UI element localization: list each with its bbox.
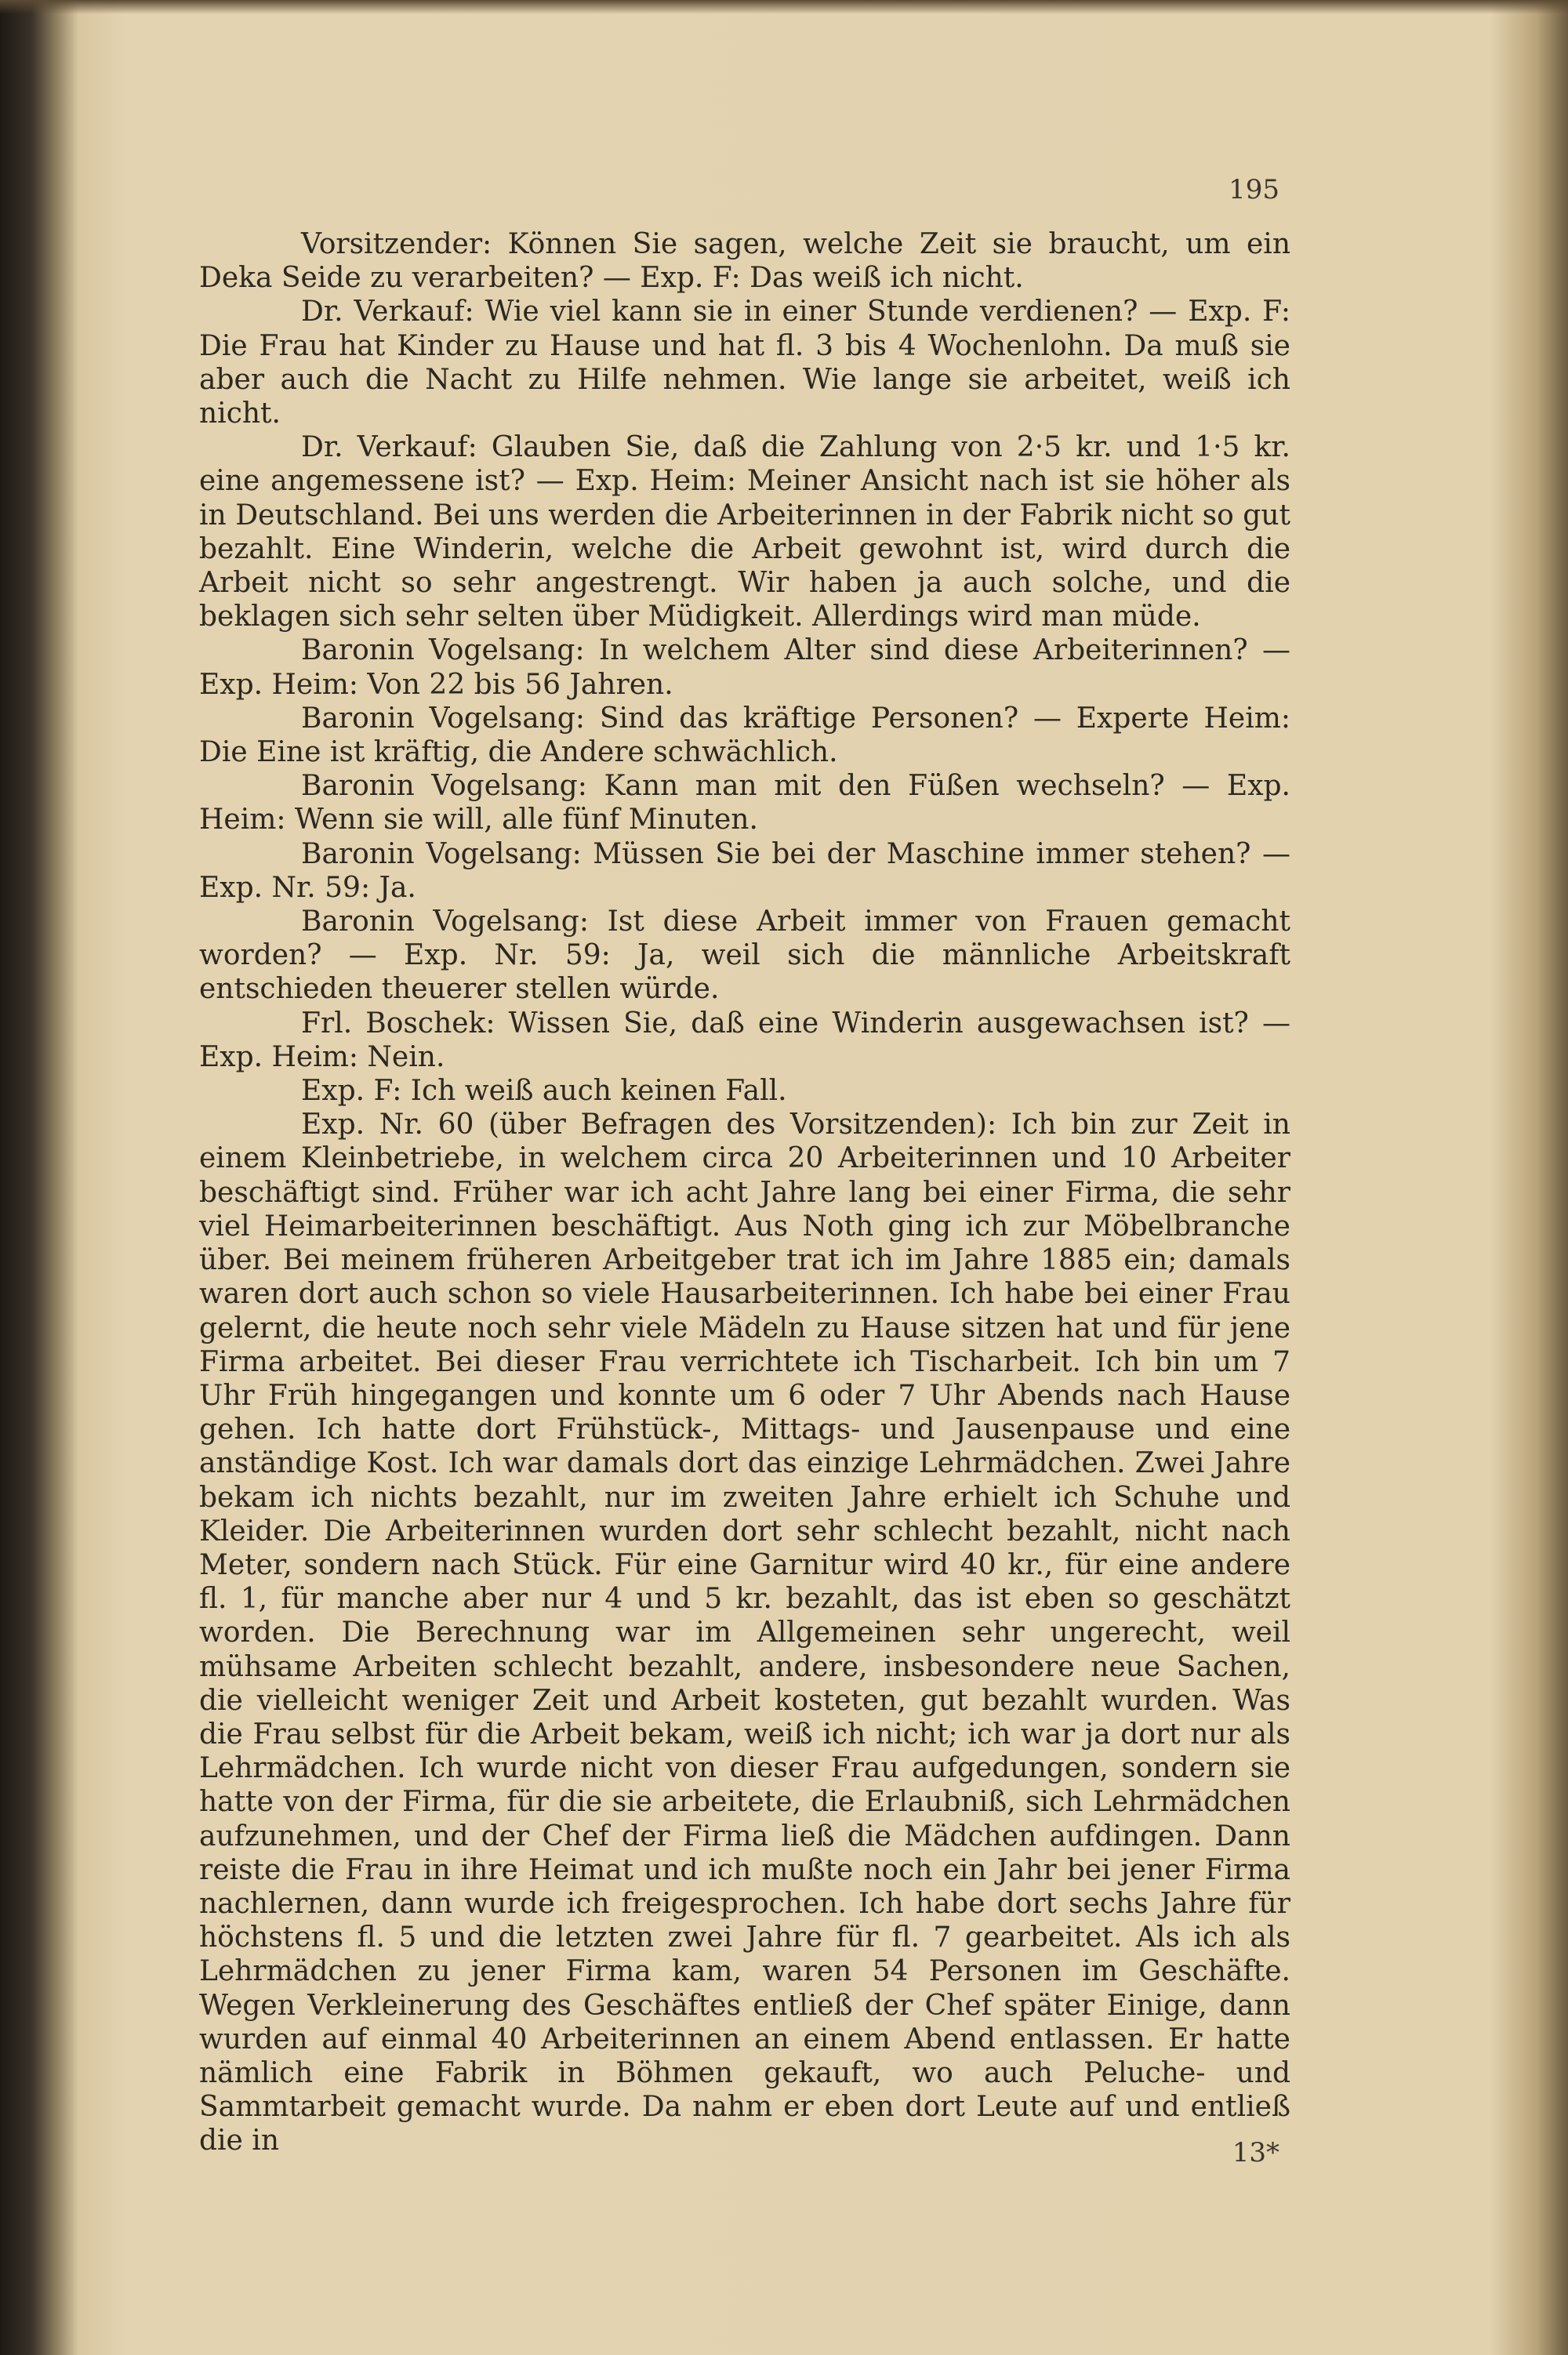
page-number: 195 xyxy=(1229,174,1279,205)
paragraph-8: Baronin Vogelsang: Ist diese Arbeit immer von Frauen gemacht worden? — Exp. Nr. 59: Ja, weil sich die männliche Arbeitskraft entschieden theuerer stellen würde. xyxy=(199,905,1290,1006)
paragraph-4: Baronin Vogelsang: In welchem Alter sind diese Arbeiterinnen? — Exp. Heim: Von 22 bis 56 Jahren. xyxy=(199,634,1290,701)
paragraph-3: Dr. Verkauf: Glauben Sie, daß die Zahlung von 2·5 kr. und 1·5 kr. eine angemessene ist? — Exp. Heim: Meiner Ansicht nach ist sie höher als in Deutschland. Bei uns werden die Arbeiterinnen in der Fabrik nicht so gut bezahlt. Eine Winderin, welche die Arbeit gewohnt ist, wird durch die Arbeit nicht so sehr angestrengt. Wir haben ja auch solche, und die beklagen sich sehr selten über Müdigkeit. Allerdings wird man müde. xyxy=(199,431,1290,633)
paragraph-9: Frl. Boschek: Wissen Sie, daß eine Winderin ausgewachsen ist? — Exp. Heim: Nein. xyxy=(199,1007,1290,1073)
body-text xyxy=(199,227,1290,2158)
paragraph-5: Baronin Vogelsang: Sind das kräftige Personen? — Experte Heim: Die Eine ist kräftig, die Andere schwächlich. xyxy=(199,702,1290,769)
signature-mark: 13* xyxy=(1232,2137,1279,2168)
page-top-edge xyxy=(0,0,1568,14)
paragraph-10: Exp. F: Ich weiß auch keinen Fall. xyxy=(301,1075,787,1108)
paragraph-11: Exp. Nr. 60 (über Befragen des Vorsitzenden): Ich bin zur Zeit in einem Kleinbetriebe, in welchem circa 20 Arbeiterinnen und 10 Arbeiter beschäftigt sind. Früher war ich acht Jahre lang bei einer Firma, die sehr viel Heimarbeiterinnen beschäftigt. Aus Noth ging ich zur Möbelbranche über. Bei meinem früheren Arbeitgeber trat ich im Jahre 1885 ein; damals waren dort auch schon so viele Hausarbeiterinnen. Ich habe bei einer Frau gelernt, die heute noch sehr viele Mädeln zu Hause sitzen hat und für jene Firma arbeitet. Bei dieser Frau verrichtete ich Tischarbeit. Ich bin um 7 Uhr Früh hingegangen und konnte um 6 oder 7 Uhr Abends nach Hause gehen. Ich hatte dort Frühstück-, Mittags- und Jausenpause und eine anständige Kost. Ich war damals dort das einzige Lehrmädchen. Zwei Jahre bekam ich nichts bezahlt, nur im zweiten Jahre erhielt ich Schuhe und Kleider. Die Arbeiterinnen wurden dort sehr schlecht bezahlt, nicht nach Meter, sondern nach Stück. Für eine Garnitur wird 40 kr., für eine andere fl. 1, für manche aber nur 4 und 5 kr. bezahlt, das ist eben so geschätzt worden. Die Berechnung war im Allgemeinen sehr ungerecht, weil mühsame Arbeiten schlecht bezahlt, andere, insbesondere neue Sachen, die vielleicht weniger Zeit und Arbeit kosteten, gut bezahlt wurden. Was die Frau selbst für die Arbeit bekam, weiß ich nicht; ich war ja dort nur als Lehrmädchen. Ich wurde nicht von dieser Frau aufgedungen, sondern sie hatte von der Firma, für die sie arbeitete, die Erlaubniß, sich Lehrmädchen aufzunehmen, und der Chef der Firma ließ die Mädchen aufdingen. Dann reiste die Frau in ihre Heimat und ich mußte noch ein Jahr bei jener Firma nachlernen, dann wurde ich freigesprochen. Ich habe dort sechs Jahre für höchstens fl. 5 und die letzten zwei Jahre für fl. 7 gearbeitet. Als ich als Lehrmädchen zu jener Firma kam, waren 54 Personen im Geschäfte. Wegen Verkleinerung des Geschäftes entließ der Chef später Einige, dann wurden auf einmal 40 Arbeiterinnen an einem Abend entlassen. Er hatte nämlich eine Fabrik in Böhmen gekauft, wo auch Peluche- und Sammtarbeit gemacht wurde. Da nahm er eben dort Leute auf und entließ die in xyxy=(199,1109,1290,2157)
paragraph-7: Baronin Vogelsang: Müssen Sie bei der Maschine immer stehen? — Exp. Nr. 59: Ja. xyxy=(199,837,1290,904)
paragraph-6: Baronin Vogelsang: Kann man mit den Füßen wechseln? — Exp. Heim: Wenn sie will, alle fünf Minuten. xyxy=(199,770,1290,836)
paragraph-1: Vorsitzender: Können Sie sagen, welche Zeit sie braucht, um ein Deka Seide zu verarbeiten? — Exp. F: Das weiß ich nicht. xyxy=(199,228,1290,295)
paragraph-2: Dr. Verkauf: Wie viel kann sie in einer Stunde verdienen? — Exp. F: Die Frau hat Kinder zu Hause und hat fl. 3 bis 4 Wochenlohn. Da muß sie aber auch die Nacht zu Hilfe nehmen. Wie lange sie arbeitet, weiß ich nicht. xyxy=(199,296,1290,430)
